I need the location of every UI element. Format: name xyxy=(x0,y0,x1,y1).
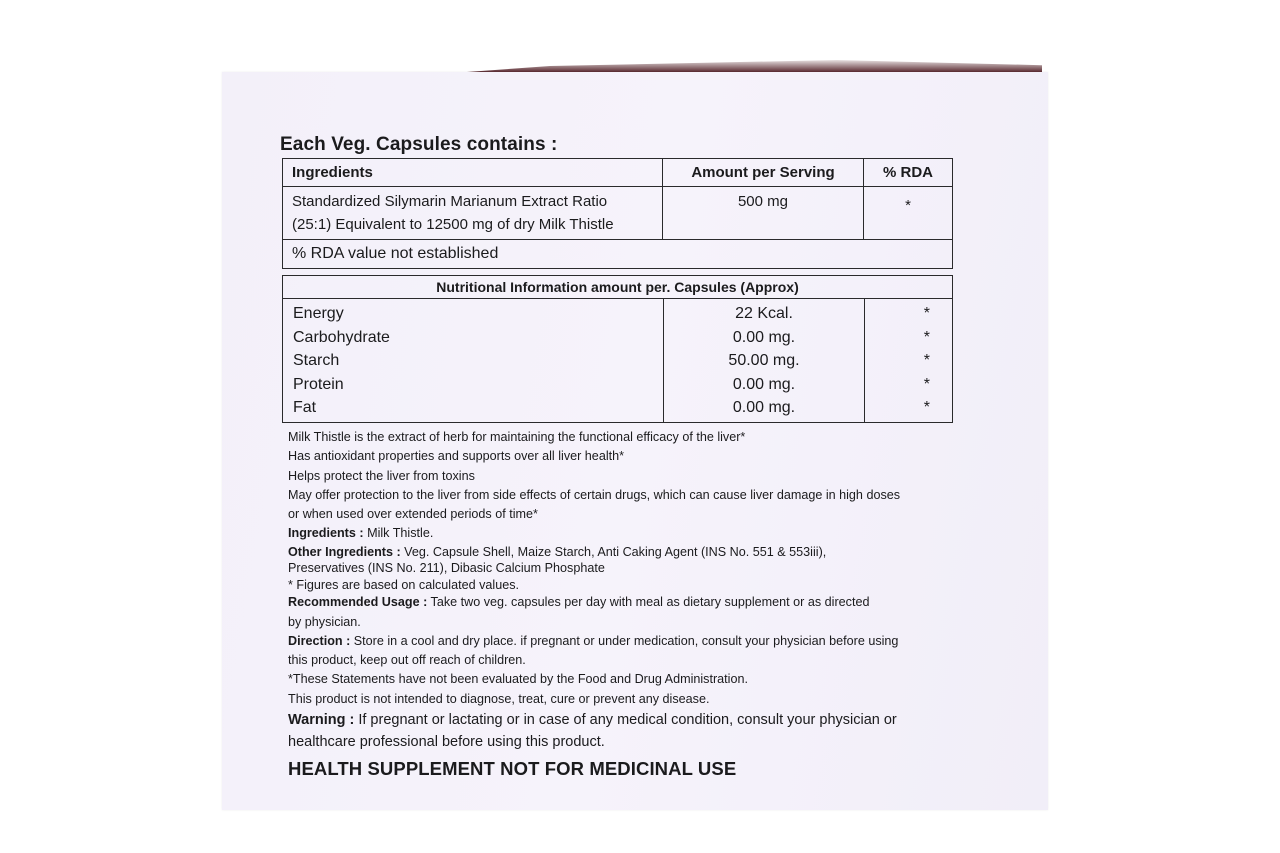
warning-text-2: healthcare professional before using this product. xyxy=(288,734,605,751)
other-ingredients-text-2: Preservatives (INS No. 211), Dibasic Calcium Phosphate xyxy=(288,561,605,576)
nutrient-rda: * xyxy=(923,305,930,322)
usage-text-2: by physician. xyxy=(288,614,361,629)
claim-line: or when used over extended periods of time* xyxy=(288,507,538,522)
warning-block xyxy=(288,709,988,753)
nutrient-name: Energy xyxy=(293,305,344,322)
usage-label: Recommended Usage : xyxy=(288,595,428,610)
nutrient-names xyxy=(283,299,664,423)
usage-text-1: Take two veg. capsules per day with meal as dietary supplement or as directed xyxy=(427,595,870,610)
nutrient-name: Protein xyxy=(293,375,344,393)
nutrient-name: Fat xyxy=(293,399,317,416)
nutrient-name: Carbohydrate xyxy=(293,328,390,346)
warning-line-1 xyxy=(288,709,988,731)
nutrient-values xyxy=(664,299,865,423)
nutrient-value: 22 Kcal. xyxy=(735,305,793,322)
nutrient-rda: * xyxy=(923,399,930,416)
nutrient-name: Starch xyxy=(293,352,340,369)
health-supplement-footer: HEALTH SUPPLEMENT NOT FOR MEDICINAL USE xyxy=(288,758,737,779)
direction-text-1: Store in a cool and dry place. if pregnant or under medication, consult your physician before using xyxy=(350,633,899,648)
disclaimer: This product is not intended to diagnose, treat, cure or prevent any disease. xyxy=(288,691,710,706)
claim-line: Helps protect the liver from toxins xyxy=(288,468,475,483)
figures-note: * Figures are based on calculated values. xyxy=(288,577,520,592)
ingredient-rda: * xyxy=(864,187,953,240)
other-ingredients xyxy=(288,544,988,594)
claim-line: Milk Thistle is the extract of herb for maintaining the functional efficacy of the liver* xyxy=(288,430,746,444)
other-ingredients-line-1 xyxy=(288,544,988,561)
ingredient-amount: 500 mg xyxy=(663,187,864,240)
nutrient-value: 0.00 mg. xyxy=(732,328,796,346)
warning-text-1: If pregnant or lactating or in case of any medical condition, consult your physician or xyxy=(354,712,897,729)
nutrient-value: 0.00 mg. xyxy=(732,375,796,393)
contents-heading: Each Veg. Capsules contains : xyxy=(280,134,558,155)
ingredients-label: Ingredients : xyxy=(288,526,364,541)
nutrient-rda: * xyxy=(923,352,930,369)
ingredients-table xyxy=(282,158,953,269)
ingredient-description xyxy=(283,187,663,240)
table-row xyxy=(283,187,953,240)
direction-line-1 xyxy=(288,632,988,651)
warning-label: Warning : xyxy=(288,712,355,729)
ingredients-line xyxy=(288,524,988,543)
other-ingredients-label: Other Ingredients : xyxy=(288,544,401,559)
label-panel xyxy=(222,72,1048,810)
header-ingredients: Ingredients xyxy=(283,159,663,187)
table-header-row xyxy=(283,159,953,187)
label-body-text xyxy=(288,428,988,753)
claim-line: May offer protection to the liver from side effects of certain drugs, which can cause liver damage in high doses xyxy=(288,487,901,502)
nutrient-value: 50.00 mg. xyxy=(728,352,800,369)
usage-line-1 xyxy=(288,593,988,612)
ingredient-line-2: (25:1) Equivalent to 12500 mg of dry Milk Thistle xyxy=(292,216,614,233)
header-amount: Amount per Serving xyxy=(663,159,864,187)
rda-note: % RDA value not established xyxy=(283,240,953,269)
nutrition-table xyxy=(282,275,953,423)
direction-text-2: this product, keep out off reach of children. xyxy=(288,653,526,668)
ingredient-line-1: Standardized Silymarin Marianum Extract Ratio xyxy=(292,193,608,210)
claim-line: Has antioxidant properties and supports over all liver health* xyxy=(288,449,625,464)
other-ingredients-text-1: Veg. Capsule Shell, Maize Starch, Anti Caking Agent (INS No. 551 & 553iii), xyxy=(400,544,827,559)
nutrient-value: 0.00 mg. xyxy=(732,399,796,416)
nutrient-rda: * xyxy=(923,328,930,346)
nutrition-header: Nutritional Information amount per. Capsules (Approx) xyxy=(283,276,953,299)
table-note-row xyxy=(283,240,953,269)
nutrient-rda: * xyxy=(923,375,930,393)
nutrient-rdas xyxy=(865,299,953,423)
nutrition-body xyxy=(283,299,953,423)
ingredients-text: Milk Thistle. xyxy=(363,526,434,541)
fda-statement: *These Statements have not been evaluated by the Food and Drug Administration. xyxy=(288,672,748,687)
header-rda: % RDA xyxy=(864,159,953,187)
direction-label: Direction : xyxy=(288,633,351,648)
